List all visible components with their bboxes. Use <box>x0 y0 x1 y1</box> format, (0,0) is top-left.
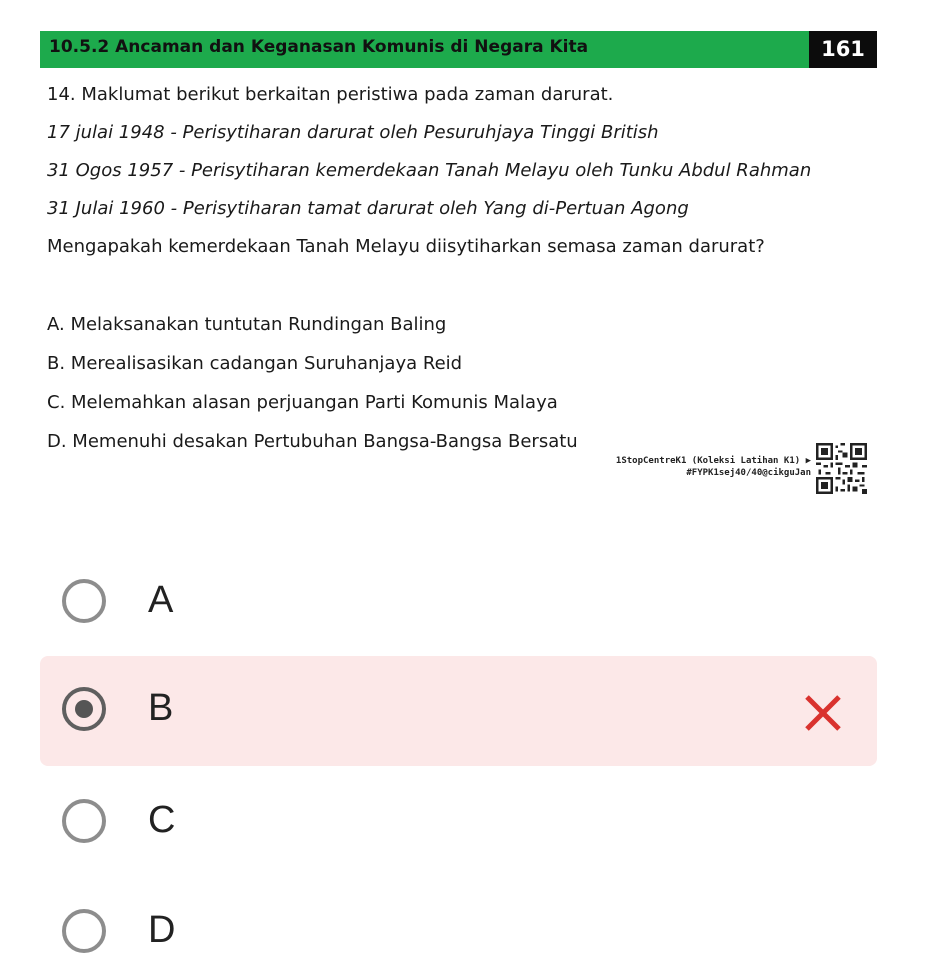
answer-option-d[interactable] <box>40 878 877 980</box>
radio-unchecked-icon[interactable] <box>62 579 106 623</box>
answer-option-b[interactable] <box>40 656 877 766</box>
option-letter: A <box>148 579 174 621</box>
event-line: 31 Ogos 1957 - Perisytiharan kemerdekaan Tanah Melayu oleh Tunku Abdul Rahman <box>47 160 812 181</box>
choice-text-b: B. Merealisasikan cadangan Suruhanjaya Reid <box>47 353 463 374</box>
question-prompt: Mengapakah kemerdekaan Tanah Melayu diisytiharkan semasa zaman darurat? <box>47 236 765 257</box>
watermark-line: #FYPK1sej40/40@cikguJan <box>686 468 811 478</box>
event-line: 31 Julai 1960 - Perisytiharan tamat darurat oleh Yang di-Pertuan Agong <box>47 198 689 219</box>
answer-option-a[interactable] <box>40 548 877 658</box>
option-letter: C <box>148 799 176 841</box>
watermark-line: 1StopCentreK1 (Koleksi Latihan K1) ▶ <box>615 456 811 466</box>
choice-text-d: D. Memenuhi desakan Pertubuhan Bangsa-Bangsa Bersatu <box>47 431 578 452</box>
radio-unchecked-icon[interactable] <box>62 799 106 843</box>
radio-checked-icon[interactable] <box>62 687 106 731</box>
cross-icon <box>801 691 845 735</box>
topic-header <box>40 31 877 68</box>
option-letter: D <box>148 909 176 951</box>
choice-text-c: C. Melemahkan alasan perjuangan Parti Komunis Malaya <box>47 392 558 413</box>
radio-unchecked-icon[interactable] <box>62 909 106 953</box>
watermark <box>611 455 811 479</box>
qr-code-icon <box>816 443 867 494</box>
option-letter: B <box>148 687 174 729</box>
choice-text-a: A. Melaksanakan tuntutan Rundingan Baling <box>47 314 447 335</box>
radio-dot <box>75 700 93 718</box>
event-line: 17 julai 1948 - Perisytiharan darurat oleh Pesuruhjaya Tinggi British <box>47 122 659 143</box>
answer-option-c[interactable] <box>40 768 877 878</box>
page-number-badge: 161 <box>809 31 877 68</box>
topic-title: 10.5.2 Ancaman dan Keganasan Komunis di Negara Kita <box>49 37 589 57</box>
question-stem: 14. Maklumat berikut berkaitan peristiwa pada zaman darurat. <box>47 84 614 105</box>
